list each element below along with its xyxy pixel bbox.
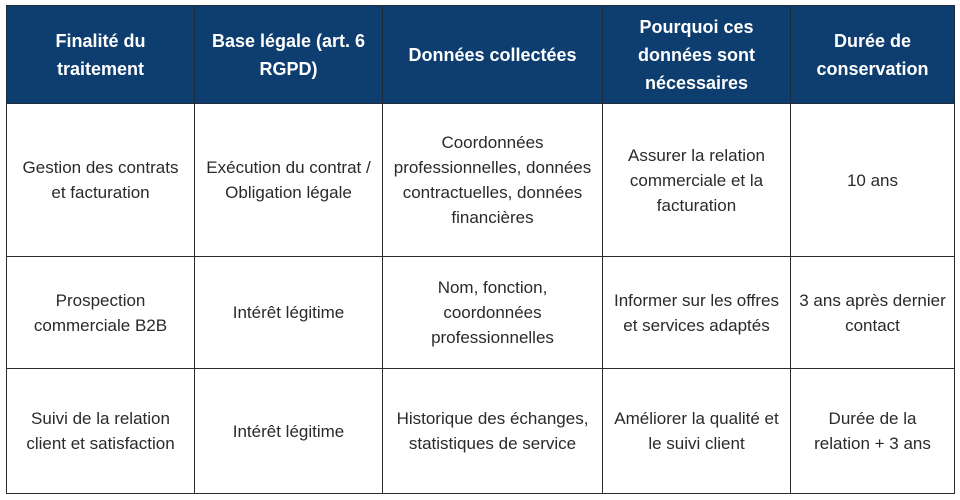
cell-why-necessary: Améliorer la qualité et le suivi client (603, 369, 791, 494)
header-legal-basis: Base légale (art. 6 RGPD) (195, 6, 383, 104)
cell-retention-period: Durée de la relation + 3 ans (791, 369, 955, 494)
table-row (7, 369, 955, 494)
gdpr-processing-table-container (6, 5, 954, 494)
cell-purpose: Suivi de la relation client et satisfaction (7, 369, 195, 494)
header-purpose: Finalité du traitement (7, 6, 195, 104)
header-why-necessary: Pourquoi ces données sont nécessaires (603, 6, 791, 104)
gdpr-processing-table (6, 5, 955, 494)
cell-purpose: Gestion des contrats et facturation (7, 104, 195, 257)
cell-data-collected: Historique des échanges, statistiques de service (383, 369, 603, 494)
cell-why-necessary: Informer sur les offres et services adaptés (603, 257, 791, 369)
table-row (7, 104, 955, 257)
cell-legal-basis: Intérêt légitime (195, 369, 383, 494)
header-retention-period: Durée de conservation (791, 6, 955, 104)
table-row (7, 257, 955, 369)
cell-retention-period: 3 ans après dernier contact (791, 257, 955, 369)
table-header-row (7, 6, 955, 104)
cell-legal-basis: Exécution du contrat / Obligation légale (195, 104, 383, 257)
cell-data-collected: Coordonnées professionnelles, données contractuelles, données financières (383, 104, 603, 257)
cell-why-necessary: Assurer la relation commerciale et la facturation (603, 104, 791, 257)
cell-data-collected: Nom, fonction, coordonnées professionnelles (383, 257, 603, 369)
cell-purpose: Prospection commerciale B2B (7, 257, 195, 369)
cell-retention-period: 10 ans (791, 104, 955, 257)
cell-legal-basis: Intérêt légitime (195, 257, 383, 369)
header-data-collected: Données collectées (383, 6, 603, 104)
